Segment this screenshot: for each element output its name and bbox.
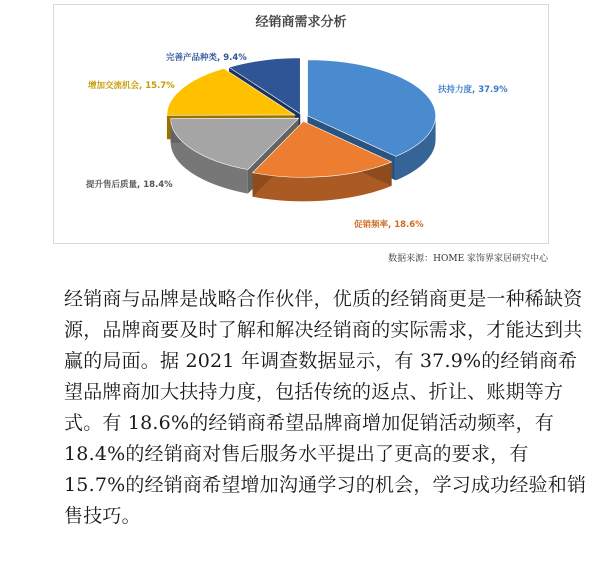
pie-slice-label: 增加交流机会, 15.7% — [88, 81, 175, 91]
pie-slice-label: 提升售后质量, 18.4% — [86, 180, 173, 190]
chart-title: 经销商需求分析 — [255, 15, 347, 30]
pie-slice-label: 促销频率, 18.6% — [354, 220, 424, 230]
body-paragraph: 经销商与品牌是战略合作伙伴，优质的经销商更是一种稀缺资源，品牌商要及时了解和解决经销商的实际需求，才能达到共赢的局面。据 2021 年调查数据显示，有 37.9%的经销商希望品牌商加大扶持力度，包括传统的返点、折让、账期等方式。有 18.6%的经销商希望品牌商增加促销活动频率，有 18.4%的经销商对售后服务水平提出了更高的要求，有 15.7%的经销商希望增加沟通学习的机会，学习成功经验和销售技巧。 — [64, 288, 587, 527]
data-source-note: 数据来源：HOME 家饰界家居研究中心 — [388, 254, 548, 264]
pie-chart — [54, 5, 550, 245]
chart-container — [53, 4, 549, 244]
pie-slice-label: 完善产品种类, 9.4% — [166, 53, 247, 63]
pie-slice-label: 扶持力度, 37.9% — [438, 85, 508, 95]
